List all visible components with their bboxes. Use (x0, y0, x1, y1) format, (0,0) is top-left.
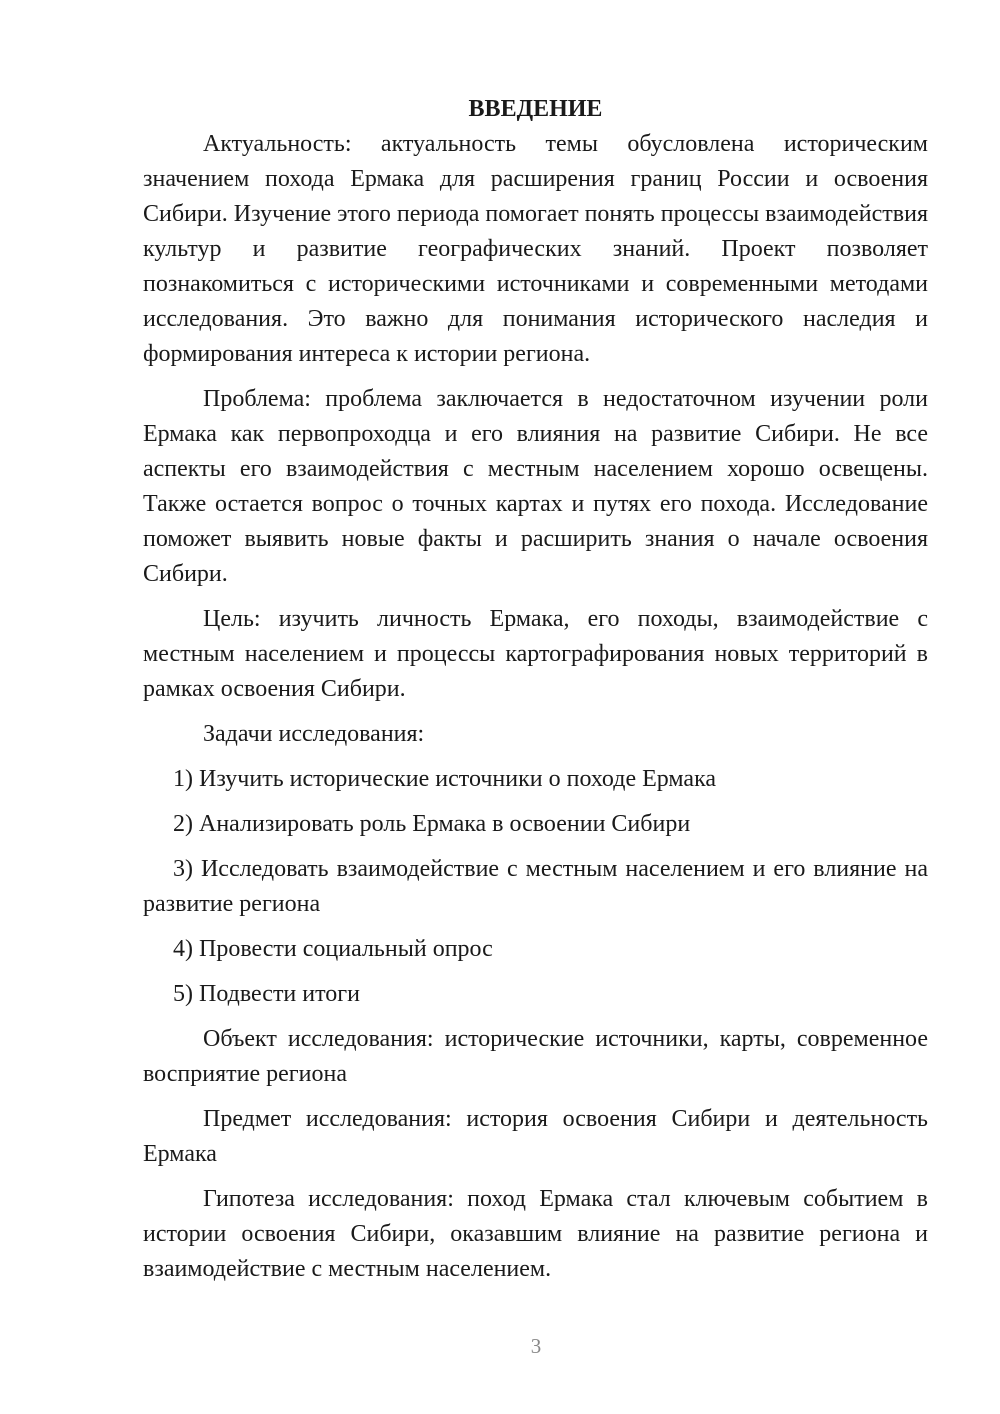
task-item-2: 2) Анализировать роль Ермака в освоении Сибири (173, 811, 691, 837)
page-number: 3 (530, 1334, 542, 1358)
section-heading: ВВЕДЕНИЕ (468, 96, 603, 122)
task-item-4: 4) Провести социальный опрос (173, 936, 493, 962)
paragraph-object: Объект исследования: исторические источники, карты, современное восприятие региона (143, 1026, 928, 1087)
page-content (143, 92, 928, 1297)
tasks-title: Задачи исследования: (203, 721, 425, 747)
paragraph-goal: Цель: изучить личность Ермака, его походы, взаимодействие с местным населением и процессы картографирования новых территорий в рамках освоения Сибири. (143, 606, 928, 702)
task-item-1: 1) Изучить исторические источники о походе Ермака (173, 766, 717, 792)
paragraph-relevance: Актуальность: актуальность темы обусловлена историческим значением похода Ермака для расширения границ России и освоения Сибири. Изучение этого периода помогает понять процессы взаимодействия культур и развитие географических знаний. Проект позволяет познакомиться с историческими источниками и современными методами исследования. Это важно для понимания исторического наследия и формирования интереса к истории региона. (143, 131, 928, 367)
paragraph-hypothesis: Гипотеза исследования: поход Ермака стал ключевым событием в истории освоения Сибири, оказавшим влияние на развитие региона и взаимодействие с местным населением. (143, 1186, 928, 1282)
paragraph-subject: Предмет исследования: история освоения Сибири и деятельность Ермака (143, 1106, 928, 1167)
task-item-5: 5) Подвести итоги (173, 981, 360, 1007)
paragraph-problem: Проблема: проблема заключается в недостаточном изучении роли Ермака как первопроходца и его влияния на развитие Сибири. Не все аспекты его взаимодействия с местным населением хорошо освещены. Также остается вопрос о точных картах и путях его похода. Исследование поможет выявить новые факты и расширить знания о начале освоения Сибири. (143, 386, 928, 587)
task-item-3: 3) Исследовать взаимодействие с местным населением и его влияние на развитие региона (143, 856, 928, 917)
